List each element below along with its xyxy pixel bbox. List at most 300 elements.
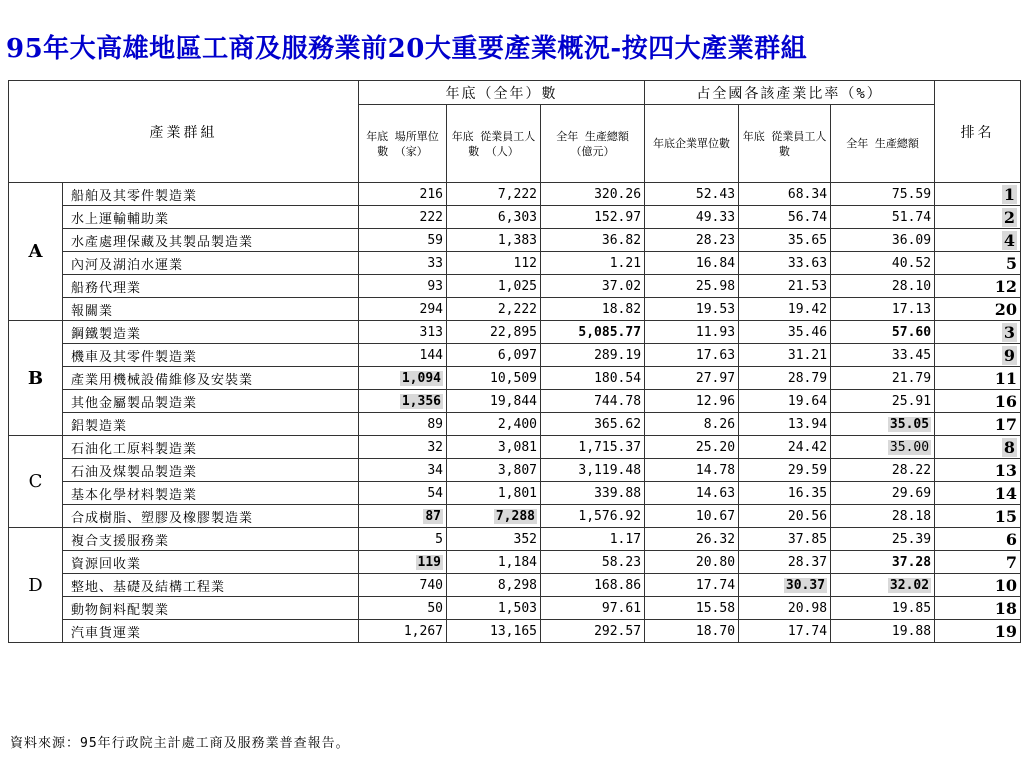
cell-employees [447, 390, 541, 413]
cell-share-employees-value: 56.74 [787, 209, 828, 225]
cell-employees-value: 13,165 [490, 623, 537, 639]
cell-share-employees [739, 252, 831, 275]
cell-establishments-value: 222 [419, 209, 443, 225]
cell-establishments-value: 119 [417, 554, 441, 570]
cell-share-employees [739, 459, 831, 482]
cell-output [541, 620, 645, 643]
cell-output-value: 97.61 [601, 600, 642, 616]
cell-rank [935, 597, 1021, 620]
cell-share-employees [739, 206, 831, 229]
cell-share-units-value: 10.67 [695, 508, 736, 524]
header-output: 全年 生產總額 （億元） [541, 105, 645, 183]
cell-share-units [645, 344, 739, 367]
cell-share-employees [739, 229, 831, 252]
cell-share-output [831, 206, 935, 229]
rank-value: 2 [1003, 207, 1016, 227]
group-label: D [9, 528, 63, 643]
cell-share-units [645, 252, 739, 275]
page-title: 95年大高雄地區工商及服務業前20大重要產業概況-按四大產業群組 [6, 34, 808, 64]
cell-share-employees [739, 505, 831, 528]
cell-share-employees [739, 413, 831, 436]
cell-establishments [359, 183, 447, 206]
cell-output-value: 1.21 [609, 255, 642, 271]
cell-share-employees-value: 30.37 [785, 577, 826, 593]
rank-value: 15 [994, 506, 1018, 526]
cell-rank [935, 413, 1021, 436]
cell-output-value: 58.23 [601, 554, 642, 570]
cell-share-units [645, 183, 739, 206]
cell-share-employees [739, 551, 831, 574]
cell-establishments [359, 275, 447, 298]
cell-share-output-value: 36.09 [891, 232, 932, 248]
cell-share-output [831, 367, 935, 390]
cell-industry-name: 水上運輸輔助業 [63, 206, 359, 229]
cell-share-employees-value: 28.37 [787, 554, 828, 570]
header-establishments: 年底 場所單位數 （家） [359, 105, 447, 183]
cell-share-employees-value: 29.59 [787, 462, 828, 478]
cell-industry-name: 整地、基礎及結構工程業 [63, 574, 359, 597]
cell-establishments-value: 33 [427, 255, 443, 271]
header-employees: 年底 從業員工人數 （人） [447, 105, 541, 183]
cell-share-output [831, 252, 935, 275]
table-row [9, 321, 1021, 344]
table-body [9, 183, 1021, 643]
cell-share-output-value: 28.10 [891, 278, 932, 294]
table-row [9, 367, 1021, 390]
cell-share-employees-value: 24.42 [787, 439, 828, 455]
cell-employees [447, 482, 541, 505]
cell-share-output-value: 28.22 [891, 462, 932, 478]
header-share-units: 年底企業單位數 [645, 105, 739, 183]
header-share-output: 全年 生產總額 [831, 105, 935, 183]
cell-output-value: 1,576.92 [578, 508, 642, 524]
cell-share-units-value: 26.32 [695, 531, 736, 547]
cell-output-value: 292.57 [594, 623, 642, 639]
table-row [9, 344, 1021, 367]
cell-industry-name: 內河及湖泊水運業 [63, 252, 359, 275]
cell-industry-name: 船舶及其零件製造業 [63, 183, 359, 206]
cell-establishments [359, 367, 447, 390]
cell-share-employees-value: 68.34 [787, 186, 828, 202]
cell-employees [447, 505, 541, 528]
rank-value: 9 [1003, 345, 1016, 365]
cell-share-output-value: 29.69 [891, 485, 932, 501]
cell-establishments [359, 413, 447, 436]
cell-share-units-value: 18.70 [695, 623, 736, 639]
cell-share-units-value: 14.78 [695, 462, 736, 478]
cell-share-units [645, 436, 739, 459]
cell-share-output-value: 57.60 [891, 324, 932, 340]
cell-share-output [831, 482, 935, 505]
cell-share-employees-value: 37.85 [787, 531, 828, 547]
cell-share-employees-value: 19.42 [787, 301, 828, 317]
cell-industry-name: 其他金屬製品製造業 [63, 390, 359, 413]
cell-share-employees [739, 390, 831, 413]
header-industry-group: 產業群組 [9, 81, 359, 183]
cell-industry-name: 鋁製造業 [63, 413, 359, 436]
cell-output [541, 413, 645, 436]
cell-output-value: 365.62 [594, 416, 642, 432]
cell-share-employees [739, 344, 831, 367]
cell-output [541, 551, 645, 574]
table-row [9, 620, 1021, 643]
cell-rank [935, 482, 1021, 505]
cell-establishments-value: 34 [427, 462, 443, 478]
cell-share-units-value: 17.74 [695, 577, 736, 593]
cell-establishments [359, 344, 447, 367]
table-row [9, 574, 1021, 597]
cell-output [541, 436, 645, 459]
cell-rank [935, 367, 1021, 390]
cell-employees [447, 367, 541, 390]
cell-establishments-value: 1,267 [403, 623, 443, 639]
cell-share-units-value: 14.63 [695, 485, 736, 501]
cell-share-units-value: 17.63 [695, 347, 736, 363]
cell-output-value: 18.82 [601, 301, 642, 317]
cell-share-output [831, 321, 935, 344]
cell-establishments [359, 574, 447, 597]
table-row [9, 505, 1021, 528]
cell-output-value: 320.26 [594, 186, 642, 202]
cell-share-units [645, 620, 739, 643]
cell-output-value: 3,119.48 [578, 462, 642, 478]
cell-share-units [645, 413, 739, 436]
cell-employees-value: 7,288 [495, 508, 535, 524]
table-row [9, 459, 1021, 482]
cell-share-output-value: 35.00 [889, 439, 930, 455]
cell-employees-value: 1,801 [497, 485, 537, 501]
cell-share-units [645, 229, 739, 252]
cell-employees [447, 574, 541, 597]
cell-establishments-value: 5 [435, 531, 443, 547]
cell-rank [935, 344, 1021, 367]
cell-output-value: 180.54 [594, 370, 642, 386]
cell-share-employees-value: 31.21 [787, 347, 828, 363]
cell-share-units [645, 574, 739, 597]
cell-share-output-value: 17.13 [891, 301, 932, 317]
cell-industry-name: 複合支援服務業 [63, 528, 359, 551]
rank-value: 5 [1005, 253, 1018, 273]
cell-employees [447, 298, 541, 321]
cell-employees [447, 344, 541, 367]
rank-value: 16 [994, 391, 1018, 411]
cell-rank [935, 183, 1021, 206]
cell-establishments-value: 294 [419, 301, 443, 317]
cell-share-employees-value: 28.79 [787, 370, 828, 386]
cell-establishments-value: 740 [419, 577, 443, 593]
cell-share-units [645, 597, 739, 620]
cell-share-employees-value: 19.64 [787, 393, 828, 409]
cell-output [541, 459, 645, 482]
cell-output-value: 1.17 [609, 531, 642, 547]
cell-output-value: 339.88 [594, 485, 642, 501]
cell-rank [935, 229, 1021, 252]
cell-output [541, 298, 645, 321]
header-year-end-total: 年底（全年）數 [359, 81, 645, 105]
cell-rank [935, 505, 1021, 528]
cell-employees-value: 3,807 [497, 462, 537, 478]
cell-output-value: 37.02 [601, 278, 642, 294]
cell-establishments-value: 59 [427, 232, 443, 248]
table-row [9, 482, 1021, 505]
cell-output [541, 206, 645, 229]
header-share-employees: 年底 從業員工人數 [739, 105, 831, 183]
cell-industry-name: 資源回收業 [63, 551, 359, 574]
cell-share-output [831, 620, 935, 643]
source-note: 資料來源：95年行政院主計處工商及服務業普查報告。 [10, 736, 350, 751]
cell-industry-name: 船務代理業 [63, 275, 359, 298]
cell-rank [935, 252, 1021, 275]
cell-share-units [645, 390, 739, 413]
cell-industry-name: 水產處理保藏及其製品製造業 [63, 229, 359, 252]
cell-establishments-value: 313 [419, 324, 443, 340]
cell-share-output-value: 19.88 [891, 623, 932, 639]
cell-employees-value: 112 [513, 255, 537, 271]
cell-share-employees [739, 275, 831, 298]
cell-share-units [645, 298, 739, 321]
rank-value: 17 [994, 414, 1018, 434]
cell-share-units-value: 19.53 [695, 301, 736, 317]
table-row [9, 229, 1021, 252]
cell-industry-name: 產業用機械設備維修及安裝業 [63, 367, 359, 390]
cell-output [541, 252, 645, 275]
cell-share-units-value: 25.20 [695, 439, 736, 455]
cell-rank [935, 206, 1021, 229]
cell-output [541, 390, 645, 413]
cell-share-output [831, 183, 935, 206]
cell-employees [447, 459, 541, 482]
cell-establishments-value: 50 [427, 600, 443, 616]
cell-share-units-value: 8.26 [703, 416, 736, 432]
cell-share-employees-value: 13.94 [787, 416, 828, 432]
cell-establishments-value: 1,356 [401, 393, 441, 409]
cell-output [541, 183, 645, 206]
cell-share-output-value: 25.91 [891, 393, 932, 409]
cell-output [541, 482, 645, 505]
cell-rank [935, 551, 1021, 574]
cell-employees [447, 183, 541, 206]
cell-employees-value: 6,303 [497, 209, 537, 225]
rank-value: 6 [1005, 529, 1018, 549]
cell-establishments [359, 436, 447, 459]
cell-employees [447, 252, 541, 275]
cell-employees-value: 2,222 [497, 301, 537, 317]
cell-share-units [645, 551, 739, 574]
cell-share-employees-value: 20.56 [787, 508, 828, 524]
cell-employees [447, 321, 541, 344]
cell-employees [447, 528, 541, 551]
cell-output [541, 528, 645, 551]
rank-value: 13 [994, 460, 1018, 480]
cell-share-units-value: 52.43 [695, 186, 736, 202]
cell-employees [447, 206, 541, 229]
table-row [9, 413, 1021, 436]
cell-share-employees [739, 597, 831, 620]
cell-output [541, 574, 645, 597]
cell-employees-value: 19,844 [490, 393, 537, 409]
cell-share-output-value: 75.59 [891, 186, 932, 202]
cell-establishments [359, 252, 447, 275]
cell-rank [935, 321, 1021, 344]
cell-share-output [831, 551, 935, 574]
cell-share-output [831, 390, 935, 413]
cell-output-value: 744.78 [594, 393, 642, 409]
cell-employees-value: 3,081 [497, 439, 537, 455]
cell-output-value: 36.82 [601, 232, 642, 248]
cell-share-units-value: 12.96 [695, 393, 736, 409]
cell-share-output [831, 436, 935, 459]
industry-table [8, 80, 1021, 643]
cell-employees-value: 1,383 [497, 232, 537, 248]
cell-share-output-value: 35.05 [889, 416, 930, 432]
cell-output [541, 597, 645, 620]
cell-establishments [359, 482, 447, 505]
cell-industry-name: 石油及煤製品製造業 [63, 459, 359, 482]
cell-establishments-value: 1,094 [401, 370, 441, 386]
cell-establishments-value: 216 [419, 186, 443, 202]
table-row [9, 528, 1021, 551]
cell-employees-value: 7,222 [497, 186, 537, 202]
table-row [9, 206, 1021, 229]
header-national-share: 占全國各該產業比率（%） [645, 81, 935, 105]
cell-employees [447, 436, 541, 459]
cell-establishments-value: 89 [427, 416, 443, 432]
cell-output [541, 321, 645, 344]
cell-share-output-value: 25.39 [891, 531, 932, 547]
cell-output [541, 275, 645, 298]
cell-share-output [831, 597, 935, 620]
cell-share-employees-value: 33.63 [787, 255, 828, 271]
cell-rank [935, 459, 1021, 482]
cell-employees-value: 1,025 [497, 278, 537, 294]
table-row [9, 390, 1021, 413]
cell-share-output [831, 413, 935, 436]
cell-share-units [645, 482, 739, 505]
cell-employees [447, 597, 541, 620]
rank-value: 3 [1003, 322, 1016, 342]
cell-share-employees [739, 574, 831, 597]
cell-employees-value: 1,503 [497, 600, 537, 616]
cell-employees-value: 8,298 [497, 577, 537, 593]
cell-employees [447, 551, 541, 574]
table-row [9, 597, 1021, 620]
cell-share-employees-value: 35.65 [787, 232, 828, 248]
rank-value: 14 [994, 483, 1018, 503]
cell-output-value: 168.86 [594, 577, 642, 593]
cell-share-units-value: 15.58 [695, 600, 736, 616]
cell-establishments-value: 93 [427, 278, 443, 294]
cell-share-units-value: 20.80 [695, 554, 736, 570]
cell-industry-name: 報關業 [63, 298, 359, 321]
cell-share-units-value: 49.33 [695, 209, 736, 225]
cell-output [541, 344, 645, 367]
cell-share-output-value: 33.45 [891, 347, 932, 363]
cell-output-value: 5,085.77 [578, 324, 642, 340]
cell-rank [935, 528, 1021, 551]
cell-share-output [831, 459, 935, 482]
cell-output [541, 229, 645, 252]
cell-establishments-value: 54 [427, 485, 443, 501]
cell-employees-value: 1,184 [497, 554, 537, 570]
cell-output-value: 1,715.37 [578, 439, 642, 455]
cell-share-units-value: 25.98 [695, 278, 736, 294]
cell-establishments [359, 206, 447, 229]
cell-share-units [645, 275, 739, 298]
cell-share-employees-value: 16.35 [787, 485, 828, 501]
cell-establishments [359, 597, 447, 620]
rank-value: 18 [994, 598, 1018, 618]
cell-establishments [359, 459, 447, 482]
table-row [9, 551, 1021, 574]
table-row [9, 252, 1021, 275]
cell-industry-name: 汽車貨運業 [63, 620, 359, 643]
cell-share-units [645, 528, 739, 551]
cell-share-employees [739, 321, 831, 344]
cell-establishments [359, 298, 447, 321]
cell-share-output [831, 275, 935, 298]
cell-share-units-value: 27.97 [695, 370, 736, 386]
cell-employees [447, 229, 541, 252]
cell-rank [935, 436, 1021, 459]
cell-share-employees [739, 183, 831, 206]
group-label: C [9, 436, 63, 528]
cell-employees-value: 2,400 [497, 416, 537, 432]
group-label: B [9, 321, 63, 436]
cell-share-employees-value: 21.53 [787, 278, 828, 294]
cell-share-units-value: 16.84 [695, 255, 736, 271]
table-row [9, 275, 1021, 298]
header-rank: 排名 [935, 81, 1021, 183]
cell-share-output [831, 528, 935, 551]
cell-rank [935, 390, 1021, 413]
cell-output [541, 367, 645, 390]
rank-value: 11 [994, 368, 1018, 388]
rank-value: 1 [1003, 184, 1016, 204]
cell-rank [935, 574, 1021, 597]
cell-share-units [645, 505, 739, 528]
cell-output [541, 505, 645, 528]
cell-industry-name: 合成樹脂、塑膠及橡膠製造業 [63, 505, 359, 528]
cell-establishments [359, 505, 447, 528]
cell-share-employees-value: 20.98 [787, 600, 828, 616]
cell-industry-name: 石油化工原料製造業 [63, 436, 359, 459]
cell-employees [447, 620, 541, 643]
cell-share-units [645, 206, 739, 229]
cell-employees [447, 275, 541, 298]
cell-share-units [645, 367, 739, 390]
cell-share-units [645, 459, 739, 482]
cell-rank [935, 620, 1021, 643]
rank-value: 7 [1005, 552, 1018, 572]
rank-value: 10 [994, 575, 1018, 595]
rank-value: 12 [994, 276, 1018, 296]
cell-share-units [645, 321, 739, 344]
cell-share-employees-value: 35.46 [787, 324, 828, 340]
rank-value: 20 [994, 299, 1018, 319]
cell-share-output-value: 19.85 [891, 600, 932, 616]
cell-share-output-value: 40.52 [891, 255, 932, 271]
cell-share-units-value: 28.23 [695, 232, 736, 248]
table-row [9, 183, 1021, 206]
cell-establishments-value: 32 [427, 439, 443, 455]
cell-share-output-value: 51.74 [891, 209, 932, 225]
cell-share-employees [739, 298, 831, 321]
cell-establishments [359, 390, 447, 413]
cell-share-employees [739, 482, 831, 505]
cell-share-output-value: 21.79 [891, 370, 932, 386]
cell-output-value: 152.97 [594, 209, 642, 225]
cell-share-output [831, 298, 935, 321]
